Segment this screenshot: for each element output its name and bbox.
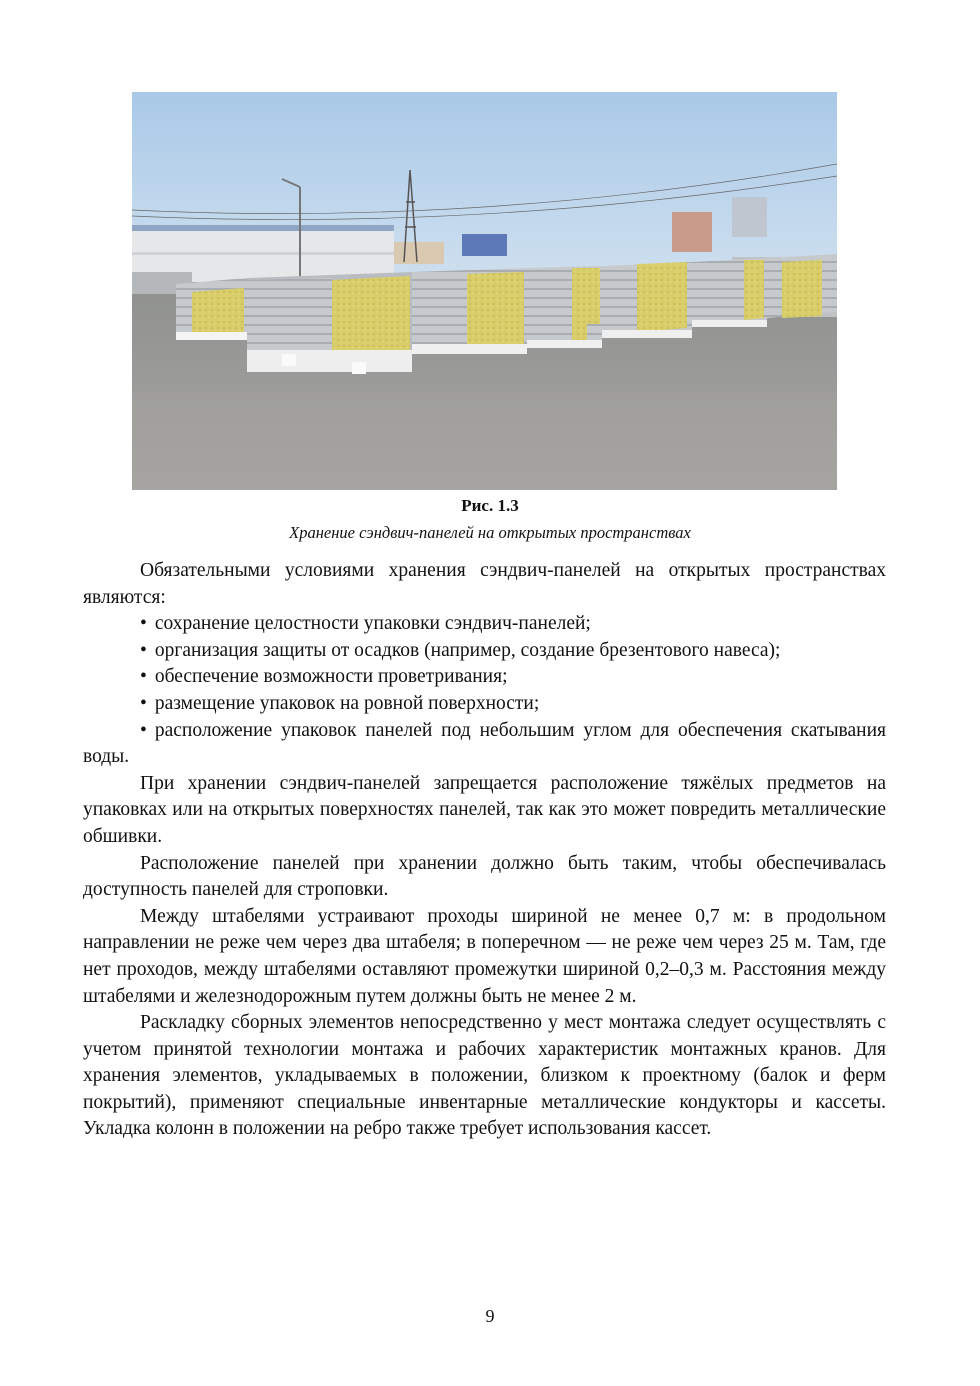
list-item: • размещение упаковок на ровной поверхности; [140,692,540,714]
paragraph-slinging-access: Расположение панелей при хранении должно быть таким, чтобы обеспечивалась доступность панелей для строповки. [83,852,886,901]
page-number: 9 [485,1306,495,1326]
bullet-icon: • [140,613,147,635]
figure-caption: Хранение сэндвич-панелей на открытых пространствах [289,523,691,542]
bullet-icon: • [140,639,147,661]
bullet-icon: • [140,666,147,688]
figure-label: Рис. 1.3 [461,496,519,515]
paragraph-heavy-objects: При хранении сэндвич-панелей запрещается расположение тяжёлых предметов на упаковках или на открытых поверхностях панелей, так как это может повредить металлические обшивки. [83,772,886,847]
list-item: • организация защиты от осадков (например, создание брезентового навеса); [140,639,781,661]
bullet-icon: • [140,692,147,714]
intro-paragraph: Обязательными условиями хранения сэндвич-панелей на открытых пространствах являются: [83,560,886,608]
requirements-list [83,611,886,771]
body-text [83,558,886,1143]
figure-photo [132,92,837,490]
bullet-icon: • [140,719,147,741]
list-item: • обеспечение возможности проветривания; [140,666,508,688]
paragraph-layout-elements: Раскладку сборных элементов непосредственно у мест монтажа следует осуществлять с учетом принятой технологии монтажа и рабочих характеристик монтажных кранов. Для хранения элементов, укладываемых в положении, близком к проектному (балок и ферм покрытий), применяют специальные инвентарные металлические кондукторы и кассеты. Укладка колонн в положении на ребро также требует использования кассет. [83,1012,886,1140]
list-item: • расположение упаковок панелей под небольшим углом для обеспечения скатывания воды. [83,719,886,768]
paragraph-passages: Между штабелями устраивают проходы шириной не менее 0,7 м: в продольном направлении не реже чем через два штабеля; в поперечном — не реже чем через 25 м. Там, где нет проходов, между штабелями оставляют промежутки шириной 0,2–0,3 м. Расстояния между штабелями и железнодорожным путем должны быть не менее 2 м. [83,905,886,1007]
list-item: • сохранение целостности упаковки сэндвич-панелей; [140,613,591,635]
sandwich-panels-photo [132,92,837,490]
